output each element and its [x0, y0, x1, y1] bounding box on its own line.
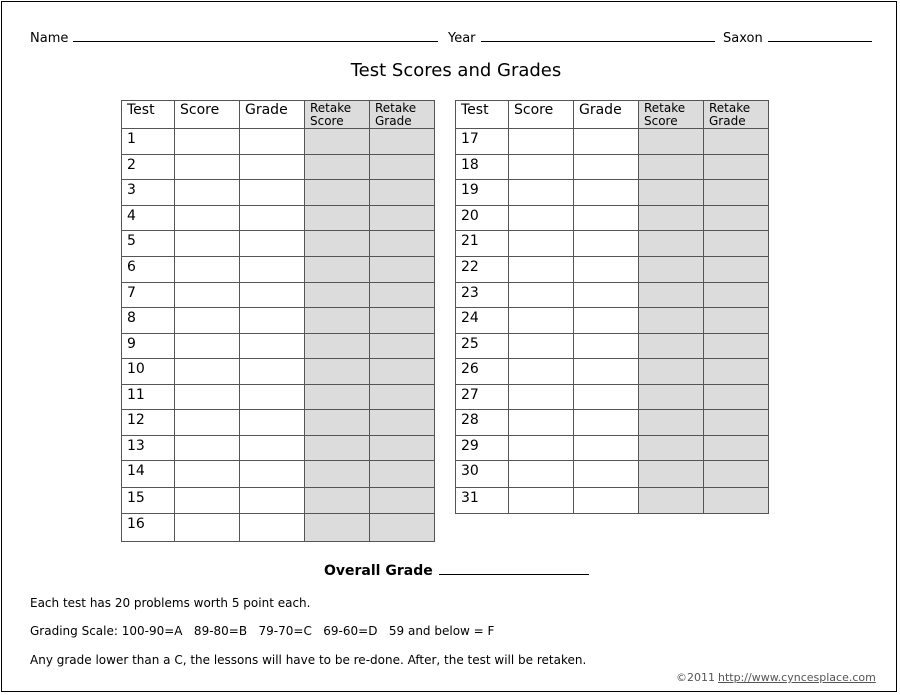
retake-grade-cell[interactable] [370, 129, 435, 155]
score-cell[interactable] [509, 206, 574, 231]
grade-cell[interactable] [240, 359, 305, 385]
test-number: 21 [456, 231, 509, 257]
page-title: Test Scores and Grades [350, 60, 562, 81]
col-grade: Grade [574, 101, 639, 129]
table-row [122, 206, 435, 231]
score-cell[interactable] [175, 231, 240, 257]
table-row [456, 206, 769, 231]
score-cell[interactable] [175, 257, 240, 283]
score-cell[interactable] [175, 334, 240, 359]
retake-grade-cell[interactable] [370, 180, 435, 206]
col-retake-grade: Retake Grade [370, 101, 435, 129]
table-row [122, 257, 435, 283]
grade-cell[interactable] [240, 180, 305, 206]
grade-cell[interactable] [240, 514, 305, 542]
retake-grade-cell[interactable] [704, 206, 769, 231]
table-row [456, 461, 769, 488]
grade-cell[interactable] [574, 334, 639, 359]
test-number: 25 [456, 334, 509, 359]
table-row [122, 359, 435, 385]
score-cell[interactable] [175, 180, 240, 206]
score-cell[interactable] [509, 308, 574, 334]
col-retake-score: Retake Score [639, 101, 704, 129]
table-row [456, 308, 769, 334]
retake-grade-cell[interactable] [370, 385, 435, 410]
retake-score-cell[interactable] [639, 155, 704, 180]
test-number: 15 [122, 488, 175, 514]
test-number: 24 [456, 308, 509, 334]
grade-cell[interactable] [240, 461, 305, 488]
retake-grade-cell[interactable] [370, 231, 435, 257]
note-retake-policy: Any grade lower than a C, the lessons will have to be re-done. After, the test will be retaken. [30, 653, 587, 667]
table-row [122, 231, 435, 257]
table-row [122, 155, 435, 180]
retake-grade-cell[interactable] [370, 359, 435, 385]
retake-score-cell[interactable] [639, 231, 704, 257]
retake-grade-cell[interactable] [370, 334, 435, 359]
name-label: Name [30, 31, 69, 46]
note-grading-scale: Grading Scale: 100-90=A 89-80=B 79-70=C 69-60=D 59 and below = F [30, 624, 495, 638]
name-field[interactable] [30, 29, 438, 47]
test-number: 27 [456, 385, 509, 410]
grade-cell[interactable] [574, 308, 639, 334]
score-cell[interactable] [509, 436, 574, 461]
grade-cell[interactable] [240, 385, 305, 410]
score-cell[interactable] [175, 155, 240, 180]
retake-grade-cell[interactable] [370, 155, 435, 180]
score-cell[interactable] [175, 359, 240, 385]
test-number: 11 [122, 385, 175, 410]
test-number: 1 [122, 129, 175, 155]
col-test: Test [122, 101, 175, 129]
test-number: 6 [122, 257, 175, 283]
retake-grade-cell[interactable] [370, 283, 435, 308]
retake-score-cell[interactable] [639, 436, 704, 461]
grade-cell[interactable] [574, 488, 639, 514]
retake-score-cell[interactable] [639, 129, 704, 155]
table-row [456, 488, 769, 514]
test-number: 14 [122, 461, 175, 488]
grade-cell[interactable] [240, 410, 305, 436]
table-row [122, 436, 435, 461]
grade-cell[interactable] [574, 385, 639, 410]
retake-score-cell[interactable] [305, 385, 370, 410]
test-number: 31 [456, 488, 509, 514]
saxon-line[interactable] [768, 29, 872, 42]
retake-grade-cell[interactable] [704, 359, 769, 385]
table-row [122, 129, 435, 155]
year-field[interactable] [448, 29, 715, 47]
retake-score-cell[interactable] [639, 283, 704, 308]
retake-grade-cell[interactable] [370, 488, 435, 514]
table-row [456, 155, 769, 180]
retake-grade-cell[interactable] [704, 155, 769, 180]
score-cell[interactable] [175, 514, 240, 542]
table-row [122, 385, 435, 410]
retake-score-cell[interactable] [639, 461, 704, 488]
retake-grade-cell[interactable] [370, 410, 435, 436]
saxon-field[interactable] [723, 29, 872, 47]
grade-cell[interactable] [574, 231, 639, 257]
grade-cell[interactable] [240, 129, 305, 155]
retake-score-cell[interactable] [305, 488, 370, 514]
retake-score-cell[interactable] [639, 410, 704, 436]
score-cell[interactable] [175, 308, 240, 334]
col-retake-score: Retake Score [305, 101, 370, 129]
table-row [122, 488, 435, 514]
retake-score-cell[interactable] [639, 488, 704, 514]
score-cell[interactable] [509, 334, 574, 359]
scores-table-left [121, 100, 435, 542]
table-row [456, 436, 769, 461]
retake-score-cell[interactable] [305, 180, 370, 206]
test-number: 9 [122, 334, 175, 359]
table-row [122, 410, 435, 436]
table-row [122, 461, 435, 488]
test-number: 16 [122, 514, 175, 542]
retake-grade-cell[interactable] [704, 283, 769, 308]
note-problems: Each test has 20 problems worth 5 point each. [30, 596, 311, 610]
test-number: 17 [456, 129, 509, 155]
grade-cell[interactable] [574, 436, 639, 461]
col-score: Score [509, 101, 574, 129]
retake-score-cell[interactable] [639, 206, 704, 231]
score-cell[interactable] [175, 283, 240, 308]
score-cell[interactable] [175, 129, 240, 155]
retake-score-cell[interactable] [305, 514, 370, 542]
test-number: 19 [456, 180, 509, 206]
test-number: 20 [456, 206, 509, 231]
grade-cell[interactable] [574, 359, 639, 385]
retake-grade-cell[interactable] [704, 436, 769, 461]
grade-cell[interactable] [574, 155, 639, 180]
grade-cell[interactable] [574, 257, 639, 283]
test-number: 2 [122, 155, 175, 180]
retake-score-cell[interactable] [305, 308, 370, 334]
overall-grade-line[interactable] [439, 562, 589, 575]
name-line[interactable] [73, 29, 438, 42]
retake-grade-cell[interactable] [370, 206, 435, 231]
grade-cell[interactable] [240, 283, 305, 308]
score-cell[interactable] [509, 257, 574, 283]
grade-cell[interactable] [240, 206, 305, 231]
retake-score-cell[interactable] [639, 334, 704, 359]
retake-grade-cell[interactable] [704, 257, 769, 283]
retake-score-cell[interactable] [305, 359, 370, 385]
table-row [456, 129, 769, 155]
grade-cell[interactable] [240, 308, 305, 334]
table-row [456, 334, 769, 359]
saxon-label: Saxon [723, 31, 763, 46]
score-cell[interactable] [175, 206, 240, 231]
retake-score-cell[interactable] [639, 359, 704, 385]
retake-grade-cell[interactable] [704, 385, 769, 410]
table-row [122, 514, 435, 542]
retake-grade-cell[interactable] [370, 308, 435, 334]
score-cell[interactable] [509, 129, 574, 155]
overall-grade[interactable] [324, 562, 589, 579]
retake-grade-cell[interactable] [704, 488, 769, 514]
copyright-text: ©2011 [676, 671, 715, 684]
overall-grade-label: Overall Grade [324, 563, 433, 579]
table-row [456, 231, 769, 257]
score-cell[interactable] [175, 385, 240, 410]
test-number: 18 [456, 155, 509, 180]
grade-cell[interactable] [574, 410, 639, 436]
scores-table-right [455, 100, 769, 514]
grade-cell[interactable] [574, 461, 639, 488]
score-cell[interactable] [175, 488, 240, 514]
retake-grade-cell[interactable] [370, 257, 435, 283]
score-cell[interactable] [509, 385, 574, 410]
retake-score-cell[interactable] [639, 308, 704, 334]
score-cell[interactable] [509, 231, 574, 257]
grade-cell[interactable] [240, 155, 305, 180]
col-test: Test [456, 101, 509, 129]
retake-grade-cell[interactable] [370, 436, 435, 461]
retake-grade-cell[interactable] [704, 410, 769, 436]
table-row [456, 283, 769, 308]
test-number: 12 [122, 410, 175, 436]
retake-score-cell[interactable] [305, 436, 370, 461]
score-cell[interactable] [509, 359, 574, 385]
retake-grade-cell[interactable] [704, 334, 769, 359]
test-number: 7 [122, 283, 175, 308]
table-row [456, 180, 769, 206]
retake-grade-cell[interactable] [704, 461, 769, 488]
footer-copyright [676, 671, 876, 684]
test-number: 8 [122, 308, 175, 334]
grade-cell[interactable] [240, 257, 305, 283]
test-number: 23 [456, 283, 509, 308]
retake-grade-cell[interactable] [370, 514, 435, 542]
col-score: Score [175, 101, 240, 129]
score-cell[interactable] [175, 436, 240, 461]
retake-score-cell[interactable] [305, 129, 370, 155]
grade-cell[interactable] [574, 283, 639, 308]
retake-score-cell[interactable] [305, 206, 370, 231]
retake-grade-cell[interactable] [704, 129, 769, 155]
grade-cell[interactable] [240, 488, 305, 514]
grade-cell[interactable] [574, 129, 639, 155]
test-number: 5 [122, 231, 175, 257]
retake-score-cell[interactable] [639, 385, 704, 410]
retake-score-cell[interactable] [305, 231, 370, 257]
table-row [456, 257, 769, 283]
score-cell[interactable] [509, 155, 574, 180]
score-cell[interactable] [175, 461, 240, 488]
test-number: 13 [122, 436, 175, 461]
score-cell[interactable] [509, 283, 574, 308]
retake-grade-cell[interactable] [704, 231, 769, 257]
table-row [122, 180, 435, 206]
test-number: 30 [456, 461, 509, 488]
score-cell[interactable] [509, 180, 574, 206]
retake-score-cell[interactable] [305, 283, 370, 308]
year-label: Year [448, 31, 476, 46]
table-row [456, 410, 769, 436]
score-cell[interactable] [509, 488, 574, 514]
retake-score-cell[interactable] [639, 257, 704, 283]
test-number: 10 [122, 359, 175, 385]
retake-grade-cell[interactable] [704, 180, 769, 206]
grade-cell[interactable] [240, 231, 305, 257]
test-number: 4 [122, 206, 175, 231]
retake-score-cell[interactable] [305, 461, 370, 488]
retake-score-cell[interactable] [305, 257, 370, 283]
retake-score-cell[interactable] [305, 334, 370, 359]
retake-grade-cell[interactable] [370, 461, 435, 488]
test-number: 28 [456, 410, 509, 436]
grade-cell[interactable] [574, 206, 639, 231]
table-row [122, 283, 435, 308]
retake-score-cell[interactable] [305, 155, 370, 180]
retake-score-cell[interactable] [639, 180, 704, 206]
test-number: 29 [456, 436, 509, 461]
grade-cell[interactable] [240, 334, 305, 359]
col-retake-grade: Retake Grade [704, 101, 769, 129]
test-number: 26 [456, 359, 509, 385]
table-row [456, 359, 769, 385]
year-line[interactable] [481, 29, 715, 42]
test-number: 3 [122, 180, 175, 206]
col-grade: Grade [240, 101, 305, 129]
test-number: 22 [456, 257, 509, 283]
table-row [122, 308, 435, 334]
score-cell[interactable] [509, 461, 574, 488]
retake-score-cell[interactable] [305, 410, 370, 436]
table-row [456, 385, 769, 410]
grade-cell[interactable] [574, 180, 639, 206]
score-cell[interactable] [509, 410, 574, 436]
score-cell[interactable] [175, 410, 240, 436]
table-row [122, 334, 435, 359]
grade-cell[interactable] [240, 436, 305, 461]
site-link[interactable]: http://www.cyncesplace.com [718, 671, 876, 684]
retake-grade-cell[interactable] [704, 308, 769, 334]
